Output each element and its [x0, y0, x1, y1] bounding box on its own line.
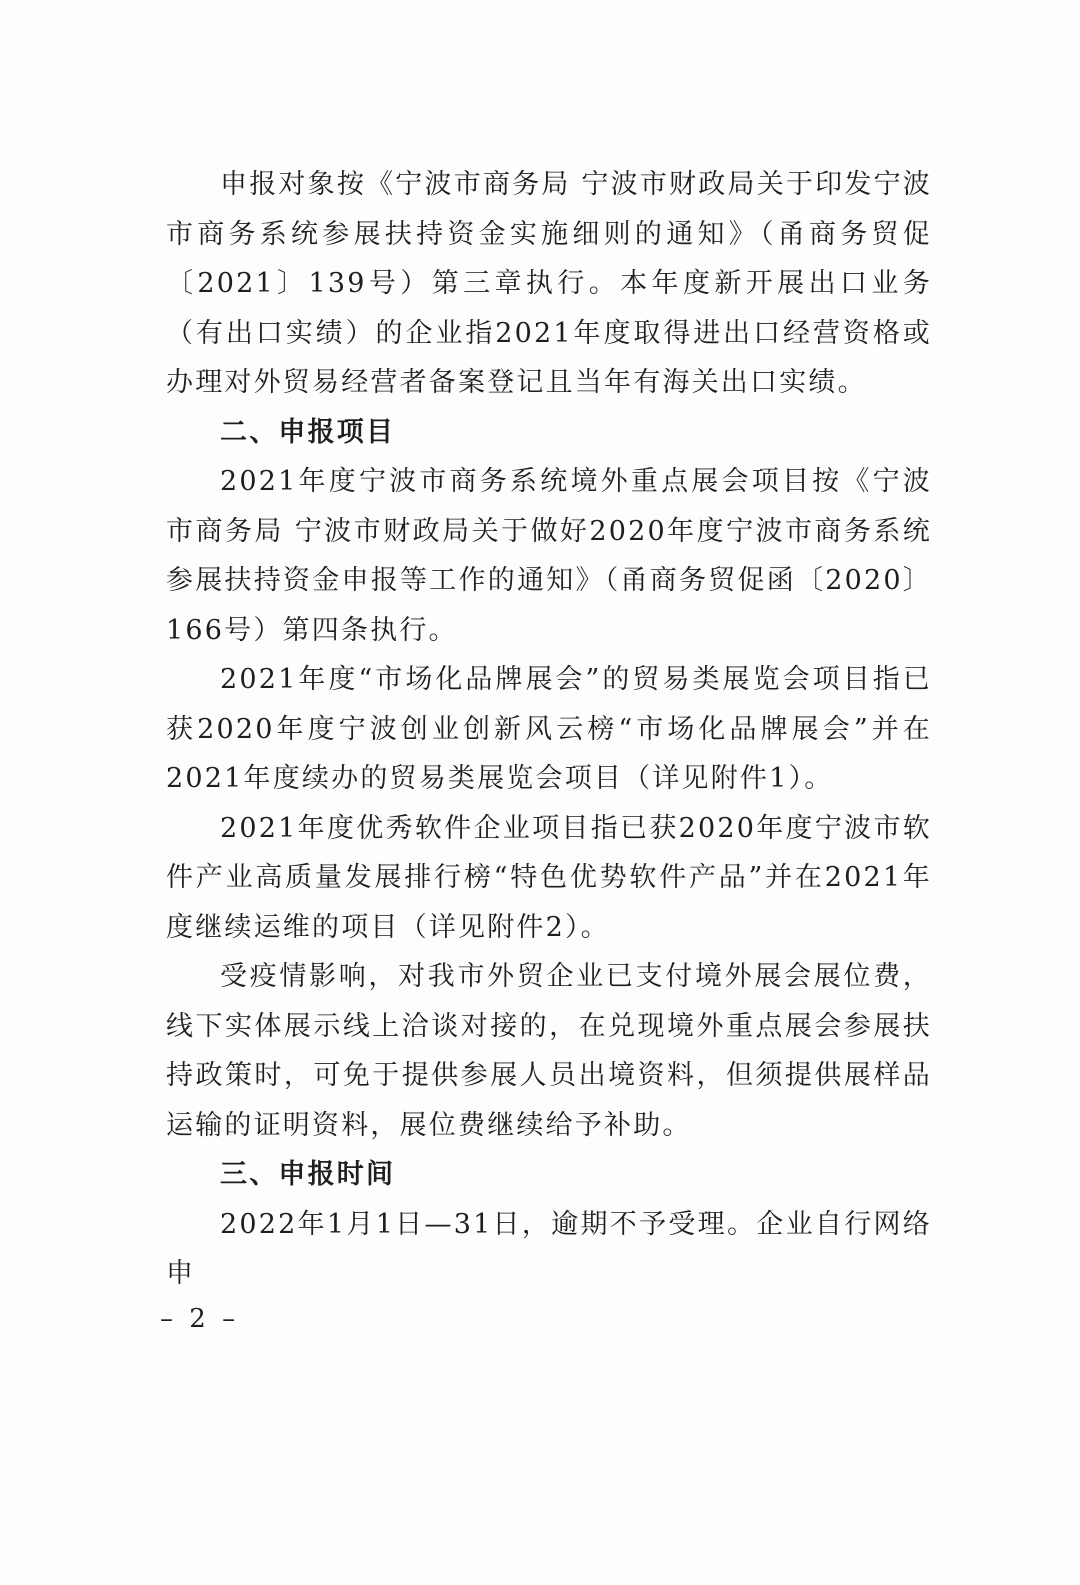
paragraph-application-time: 2022年1月1日—31日，逾期不予受理。企业自行网络申: [166, 1208, 932, 1289]
paragraph-brand-exhibitions: 2021年度“市场化品牌展会”的贸易类展览会项目指已获2020年度宁波创业创新风云榜“市场化品牌展会”并在2021年度续办的贸易类展览会项目（详见附件1）。: [166, 664, 932, 794]
paragraph-eligibility: 申报对象按《宁波市商务局 宁波市财政局关于印发宁波市商务系统参展扶持资金实施细则的通知》（甬商务贸促〔2021〕139号）第三章执行。本年度新开展出口业务（有出口实绩）的企业指2021年度取得进出口经营资格或办理对外贸易经营者备案登记且当年有海关出口实绩。: [166, 169, 932, 398]
section-heading-projects: 二、申报项目: [220, 416, 396, 448]
paragraph-software-projects: 2021年度优秀软件企业项目指已获2020年度宁波市软件产业高质量发展排行榜“特色优势软件产品”并在2021年度继续运维的项目（详见附件2）。: [166, 812, 932, 943]
paragraph-overseas-exhibitions: 2021年度宁波市商务系统境外重点展会项目按《宁波市商务局 宁波市财政局关于做好2020年度宁波市商务系统参展扶持资金申报等工作的通知》（甬商务贸促函〔2020〕166号）第四条执行。: [166, 466, 932, 646]
paragraph-epidemic-policy: 受疫情影响，对我市外贸企业已支付境外展会展位费，线下实体展示线上洽谈对接的，在兑现境外重点展会参展扶持政策时，可免于提供参展人员出境资料，但须提供展样品运输的证明资料，展位费继续给予补助。: [166, 961, 932, 1141]
document-body: [166, 160, 932, 1299]
page-number: – 2 –: [160, 1304, 240, 1334]
section-heading-time: 三、申报时间: [220, 1159, 396, 1190]
